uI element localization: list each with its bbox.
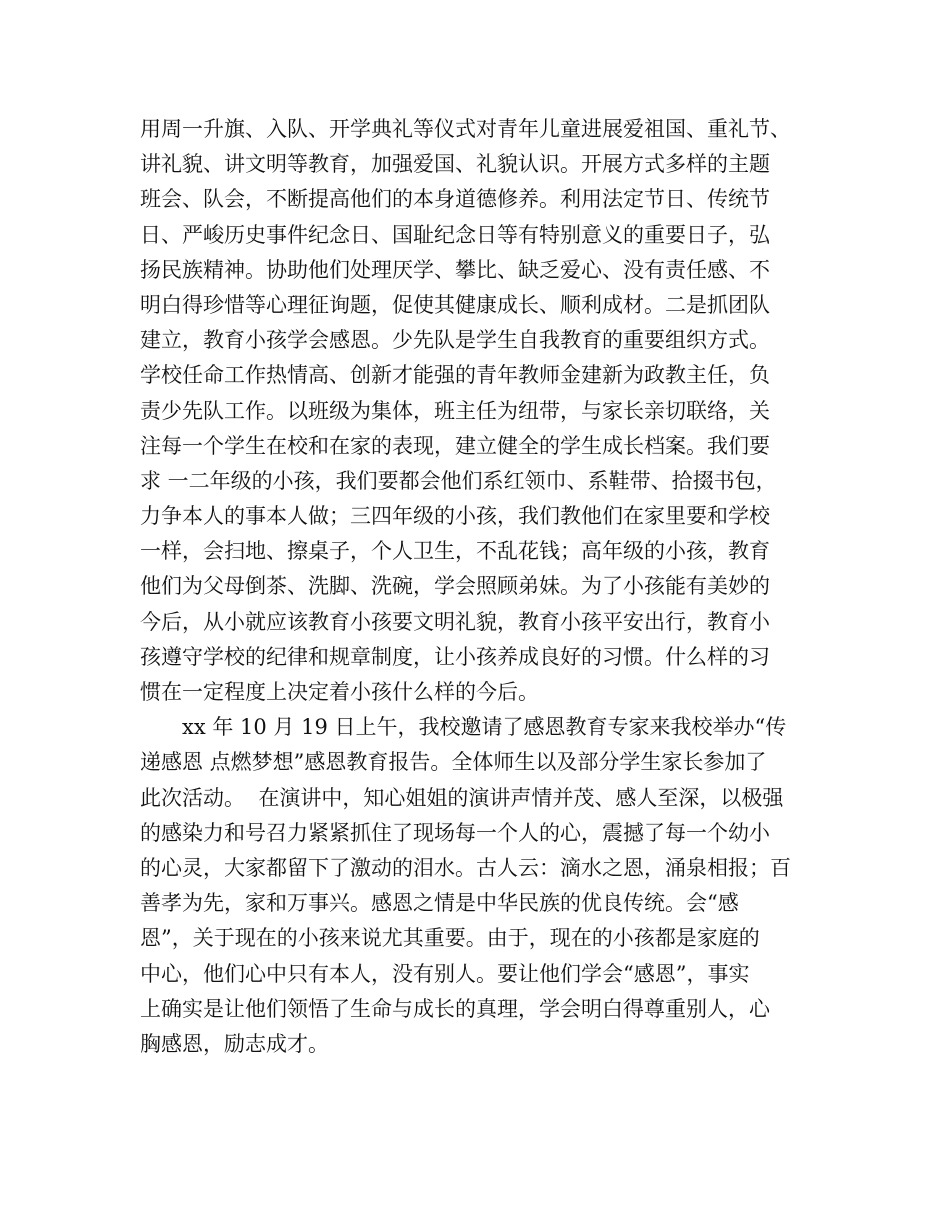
text-line: xx 年 10 月 19 日上午，我校邀请了感恩教育专家来我校举办“传 bbox=[182, 715, 787, 740]
text-line: 注每一个学生在校和在家的表现，建立健全的学生成长档案。我们要 bbox=[140, 433, 770, 458]
text-line: 力争本人的事本人做；三四年级的小孩，我们教他们在家里要和学校 bbox=[140, 504, 770, 529]
text-line: 胸感恩，励志成才。 bbox=[140, 1031, 329, 1056]
text-line: 的心灵，大家都留下了激动的泪水。古人云：滴水之恩，涌泉相报；百 bbox=[140, 855, 791, 880]
text-line: 求 一二年级的小孩，我们要都会他们系红领巾、系鞋带、拾掇书包， bbox=[140, 468, 777, 493]
text-line: 明白得珍惜等心理征询题，促使其健康成长、顺利成材。二是抓团队 bbox=[140, 292, 770, 317]
text-line: 的感染力和号召力紧紧抓住了现场每一个人的心，震撼了每一个幼小 bbox=[140, 820, 770, 845]
text-line: 日、严峻历史事件纪念日、国耻纪念日等有特别意义的重要日子，弘 bbox=[140, 222, 770, 247]
text-line: 今后，从小就应该教育小孩要文明礼貌，教育小孩平安出行，教育小 bbox=[140, 609, 770, 634]
paragraph-2 bbox=[140, 710, 840, 1062]
text-line: 此次活动。 在演讲中，知心姐姐的演讲声情并茂、感人至深，以极强 bbox=[140, 785, 784, 810]
text-line: 一样，会扫地、擦桌子，个人卫生，不乱花钱；高年级的小孩，教育 bbox=[140, 539, 770, 564]
text-line: 建立，教育小孩学会感恩。少先队是学生自我教育的重要组织方式。 bbox=[140, 328, 770, 353]
text-line: 孩遵守学校的纪律和规章制度，让小孩养成良好的习惯。什么样的习 bbox=[140, 644, 770, 669]
text-line: 恩”，关于现在的小孩来说尤其重要。由于，现在的小孩都是家庭的 bbox=[140, 926, 760, 951]
text-line: 中心，他们心中只有本人，没有别人。要让他们学会“感恩”，事实 bbox=[140, 961, 750, 986]
text-line: 扬民族精神。协助他们处理厌学、攀比、缺乏爱心、没有责任感、不 bbox=[140, 257, 770, 282]
text-line: 递感恩 点燃梦想”感恩教育报告。全体师生以及部分学生家长参加了 bbox=[140, 750, 767, 775]
text-line: 上确实是让他们领悟了生命与成长的真理，学会明白得尊重别人，心 bbox=[140, 996, 770, 1021]
text-line: 讲礼貌、讲文明等教育，加强爱国、礼貌认识。开展方式多样的主题 bbox=[140, 152, 770, 177]
paragraph-1 bbox=[140, 112, 840, 710]
text-line: 用周一升旗、入队、开学典礼等仪式对青年儿童进展爱祖国、重礼节、 bbox=[140, 117, 791, 141]
text-line: 责少先队工作。以班级为集体，班主任为纽带，与家长亲切联络，关 bbox=[140, 398, 770, 423]
text-line: 学校任命工作热情高、创新才能强的青年教师金建新为政教主任，负 bbox=[140, 363, 770, 388]
document-body bbox=[140, 112, 840, 1062]
text-line: 他们为父母倒茶、洗脚、洗碗，学会照顾弟妹。为了小孩能有美妙的 bbox=[140, 574, 770, 599]
text-line: 惯在一定程度上决定着小孩什么样的今后。 bbox=[140, 680, 539, 704]
text-line: 班会、队会，不断提高他们的本身道德修养。利用法定节日、传统节 bbox=[140, 187, 770, 212]
text-line: 善孝为先，家和万事兴。感恩之情是中华民族的优良传统。会“感 bbox=[140, 891, 739, 916]
